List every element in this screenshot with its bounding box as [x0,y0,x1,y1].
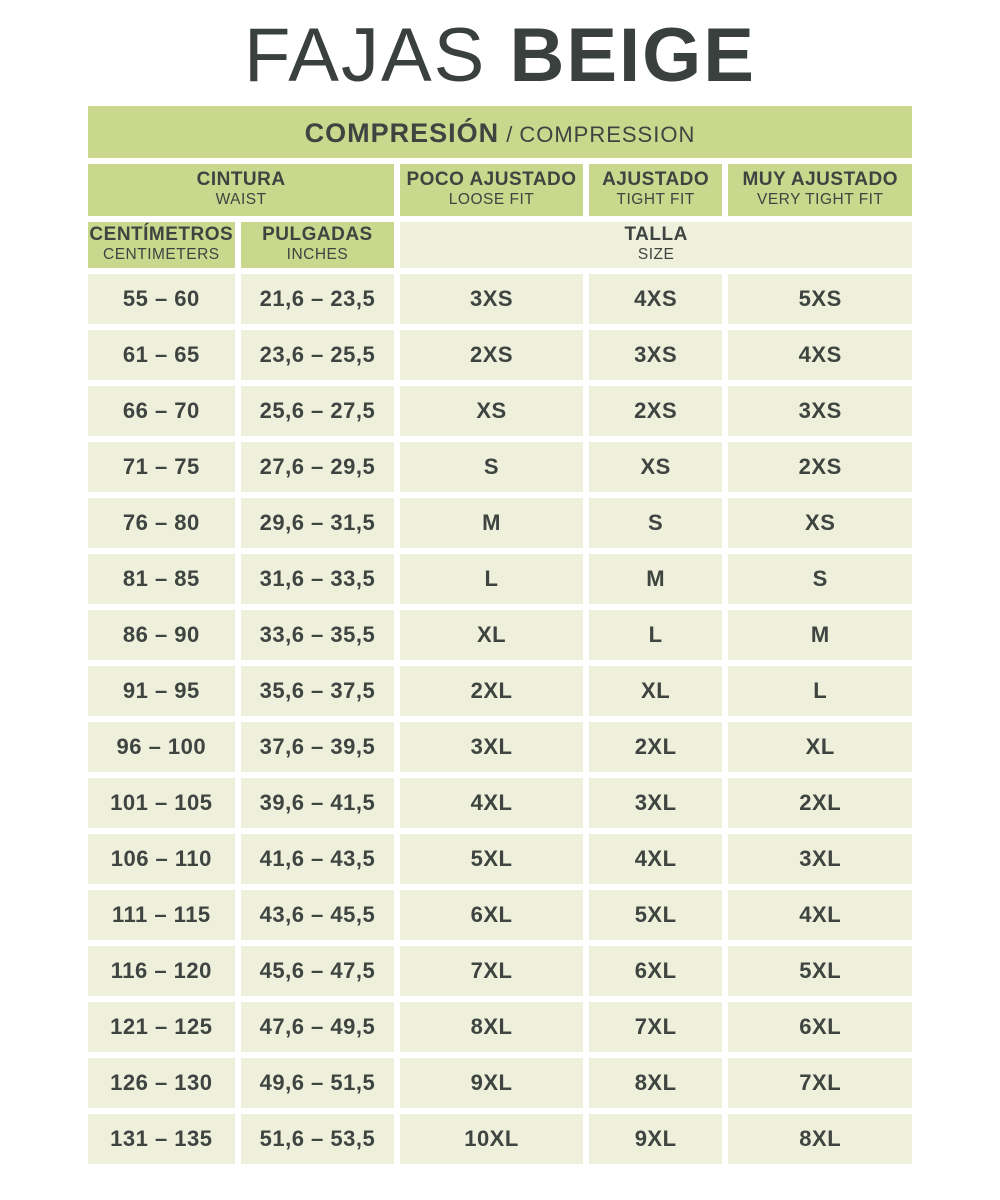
cell-very-tight-fit: 6XL [728,1002,912,1052]
cell-very-tight-fit: 3XL [728,834,912,884]
col-header-loose-fit-en: LOOSE FIT [448,191,535,209]
cell-inches: 29,6 – 31,5 [241,498,395,548]
cell-tight-fit: 4XS [589,274,723,324]
col-header-very-tight-fit-es: MUY AJUSTADO [742,169,898,191]
col-header-inches-en: INCHES [286,246,349,264]
cell-centimeters: 61 – 65 [88,330,235,380]
cell-inches: 47,6 – 49,5 [241,1002,395,1052]
cell-centimeters: 71 – 75 [88,442,235,492]
cell-loose-fit: S [400,442,583,492]
col-header-size-en: SIZE [637,246,675,264]
cell-tight-fit: XL [589,666,723,716]
cell-loose-fit: M [400,498,583,548]
cell-centimeters: 106 – 110 [88,834,235,884]
col-header-tight-fit [589,164,723,216]
cell-very-tight-fit: 4XL [728,890,912,940]
cell-centimeters: 121 – 125 [88,1002,235,1052]
size-table [88,164,912,1164]
cell-tight-fit: S [589,498,723,548]
cell-inches: 23,6 – 25,5 [241,330,395,380]
cell-very-tight-fit: S [728,554,912,604]
cell-very-tight-fit: XL [728,722,912,772]
col-header-loose-fit-es: POCO AJUSTADO [406,169,577,191]
cell-inches: 37,6 – 39,5 [241,722,395,772]
cell-inches: 49,6 – 51,5 [241,1058,395,1108]
banner-label-es: COMPRESIÓN [304,117,500,148]
cell-inches: 45,6 – 47,5 [241,946,395,996]
cell-loose-fit: 8XL [400,1002,583,1052]
cell-very-tight-fit: 8XL [728,1114,912,1164]
cell-inches: 27,6 – 29,5 [241,442,395,492]
col-header-waist-es: CINTURA [196,169,286,191]
cell-centimeters: 126 – 130 [88,1058,235,1108]
cell-inches: 41,6 – 43,5 [241,834,395,884]
col-header-tight-fit-en: TIGHT FIT [616,191,695,209]
cell-centimeters: 91 – 95 [88,666,235,716]
page-title [0,0,1000,96]
col-header-loose-fit [400,164,583,216]
col-header-inches-es: PULGADAS [262,224,373,246]
cell-inches: 25,6 – 27,5 [241,386,395,436]
cell-loose-fit: 9XL [400,1058,583,1108]
cell-very-tight-fit: 7XL [728,1058,912,1108]
cell-very-tight-fit: 5XS [728,274,912,324]
cell-centimeters: 86 – 90 [88,610,235,660]
cell-centimeters: 101 – 105 [88,778,235,828]
banner-separator: / [506,121,513,147]
cell-loose-fit: 4XL [400,778,583,828]
cell-centimeters: 76 – 80 [88,498,235,548]
col-header-size-es: TALLA [624,224,688,246]
cell-loose-fit: 2XL [400,666,583,716]
cell-very-tight-fit: M [728,610,912,660]
cell-tight-fit: XS [589,442,723,492]
cell-centimeters: 55 – 60 [88,274,235,324]
cell-inches: 43,6 – 45,5 [241,890,395,940]
cell-inches: 21,6 – 23,5 [241,274,395,324]
cell-tight-fit: M [589,554,723,604]
cell-tight-fit: 3XL [589,778,723,828]
cell-inches: 35,6 – 37,5 [241,666,395,716]
cell-loose-fit: 10XL [400,1114,583,1164]
cell-inches: 31,6 – 33,5 [241,554,395,604]
cell-centimeters: 81 – 85 [88,554,235,604]
col-header-very-tight-fit-en: VERY TIGHT FIT [757,191,884,209]
cell-loose-fit: 5XL [400,834,583,884]
col-header-centimeters [88,222,235,268]
cell-very-tight-fit: 3XS [728,386,912,436]
cell-tight-fit: 8XL [589,1058,723,1108]
cell-inches: 39,6 – 41,5 [241,778,395,828]
cell-centimeters: 96 – 100 [88,722,235,772]
cell-very-tight-fit: 2XS [728,442,912,492]
cell-inches: 33,6 – 35,5 [241,610,395,660]
col-header-waist-en: WAIST [215,191,267,209]
cell-tight-fit: 2XL [589,722,723,772]
title-word-beige: BEIGE [509,13,756,98]
cell-inches: 51,6 – 53,5 [241,1114,395,1164]
cell-very-tight-fit: 2XL [728,778,912,828]
cell-very-tight-fit: 5XL [728,946,912,996]
cell-tight-fit: 7XL [589,1002,723,1052]
cell-loose-fit: XL [400,610,583,660]
cell-very-tight-fit: L [728,666,912,716]
banner-label-en: COMPRESSION [519,121,696,147]
col-header-inches [241,222,395,268]
cell-loose-fit: 3XS [400,274,583,324]
cell-very-tight-fit: 4XS [728,330,912,380]
col-header-very-tight-fit [728,164,912,216]
cell-centimeters: 111 – 115 [88,890,235,940]
col-header-centimeters-es: CENTÍMETROS [89,224,234,246]
cell-loose-fit: L [400,554,583,604]
cell-tight-fit: 3XS [589,330,723,380]
cell-very-tight-fit: XS [728,498,912,548]
cell-tight-fit: 6XL [589,946,723,996]
cell-tight-fit: 9XL [589,1114,723,1164]
cell-loose-fit: 7XL [400,946,583,996]
cell-centimeters: 66 – 70 [88,386,235,436]
compression-banner [88,106,912,158]
col-header-tight-fit-es: AJUSTADO [602,169,710,191]
cell-centimeters: 116 – 120 [88,946,235,996]
cell-tight-fit: L [589,610,723,660]
col-header-size [400,222,912,268]
cell-tight-fit: 4XL [589,834,723,884]
cell-loose-fit: 2XS [400,330,583,380]
cell-loose-fit: XS [400,386,583,436]
cell-tight-fit: 2XS [589,386,723,436]
col-header-waist [88,164,394,216]
cell-loose-fit: 3XL [400,722,583,772]
col-header-centimeters-en: CENTIMETERS [103,246,220,264]
title-word-fajas: FAJAS [244,13,487,98]
cell-loose-fit: 6XL [400,890,583,940]
cell-centimeters: 131 – 135 [88,1114,235,1164]
cell-tight-fit: 5XL [589,890,723,940]
